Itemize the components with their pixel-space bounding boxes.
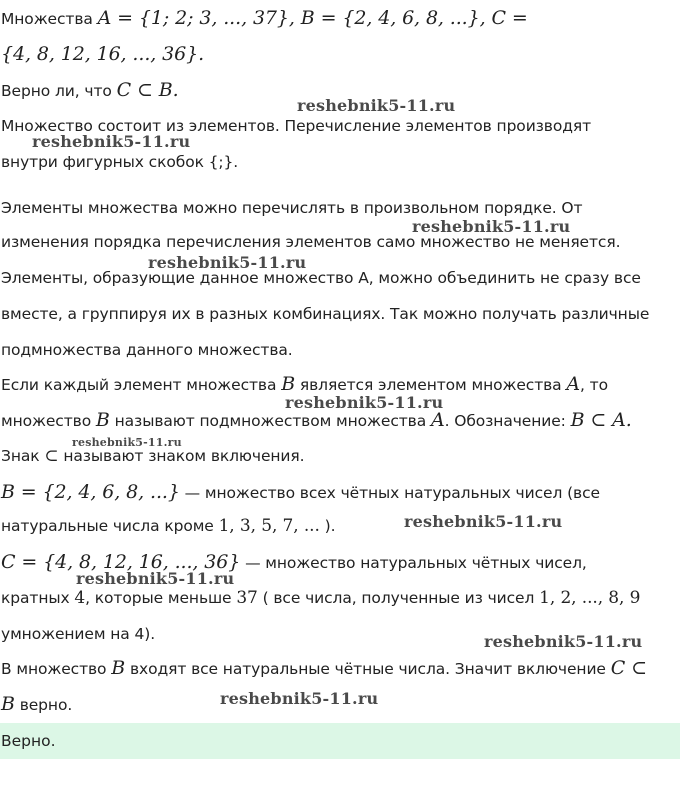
text: В множество [1, 660, 112, 678]
solution-p4-line1 [1, 374, 608, 395]
answer-box [0, 723, 680, 759]
math-b: B [281, 373, 296, 395]
text: называют знаком включения. [58, 447, 305, 465]
problem-intro-text: Множества [1, 10, 98, 28]
watermark: reshebnik5-11.ru [72, 436, 182, 449]
odd-numbers: 1, 3, 5, 7, ... [218, 516, 320, 536]
solution-p2-line2: изменения порядка перечисления элементов само множество не меняется. [1, 233, 621, 251]
solution-p4-line3 [1, 446, 304, 466]
watermark: reshebnik5-11.ru [484, 632, 643, 651]
text: является элементом множества [295, 376, 567, 394]
text: входят все натуральные чётные числа. Значит включение [125, 660, 611, 678]
math-c-subset: C ⊂ [610, 657, 647, 679]
text: ). [319, 517, 336, 535]
watermark: reshebnik5-11.ru [32, 132, 191, 151]
text: — множество натуральных чётных чисел, [240, 554, 587, 572]
math-1-9: 1, 2, ..., 8, 9 [539, 588, 641, 608]
problem-set-c-formula: {4, 8, 12, 16, ..., 36}. [1, 43, 205, 65]
solution-p7-line1 [1, 658, 647, 679]
math-4: 4 [74, 588, 86, 608]
solution-p5-line1 [1, 482, 600, 503]
set-b-formula: B = {2, 4, 6, 8, ...} [1, 481, 180, 503]
math-b: B [95, 409, 110, 431]
problem-sets-formula: A = {1; 2; 3, ..., 37}, B = {2, 4, 6, 8, ...}, C = [97, 7, 528, 29]
watermark: reshebnik5-11.ru [220, 689, 379, 708]
math-a: A [566, 373, 581, 395]
text: называют подмножеством множества [109, 412, 431, 430]
watermark: reshebnik5-11.ru [412, 217, 571, 236]
question-formula: C ⊂ B. [116, 79, 179, 101]
question-text: Верно ли, что [1, 82, 117, 100]
watermark: reshebnik5-11.ru [285, 393, 444, 412]
solution-p5-line2 [1, 516, 335, 536]
math-b: B [1, 693, 15, 715]
text: Если каждый элемент множества [1, 376, 282, 394]
subset-symbol: ⊂ [44, 446, 59, 466]
watermark: reshebnik5-11.ru [148, 253, 307, 272]
math-b: B [111, 657, 126, 679]
solution-p6-line3: умножением на 4). [1, 625, 156, 643]
text: — множество всех чётных натуральных чисел (все [179, 484, 600, 502]
text: натуральные числа кроме [1, 517, 219, 535]
solution-p6-line2 [1, 588, 640, 608]
problem-question [1, 80, 179, 101]
text: Знак [1, 447, 45, 465]
text: множество [1, 412, 96, 430]
problem-line-2 [1, 44, 204, 65]
watermark: reshebnik5-11.ru [297, 96, 456, 115]
watermark: reshebnik5-11.ru [76, 569, 235, 588]
solution-p1-line1: Множество состоит из элементов. Перечисление элементов производят [1, 117, 591, 135]
text: ( все числа, полученные из чисел [257, 589, 540, 607]
text: , то [580, 376, 608, 394]
watermark: reshebnik5-11.ru [404, 512, 563, 531]
text: кратных [1, 589, 75, 607]
solution-p3-line1: Элементы, образующие данное множество A, можно объединить не сразу все [1, 269, 641, 287]
math-a: A [430, 409, 445, 431]
problem-line-1 [1, 8, 528, 29]
math-37: 37 [236, 588, 258, 608]
solution-p3-line3: подмножества данного множества. [1, 341, 293, 359]
solution-p1-line2: внутри фигурных скобок {;}. [1, 153, 239, 171]
set-c-formula: C = {4, 8, 12, 16, ..., 36} [1, 551, 241, 573]
solution-p4-line2 [1, 410, 632, 431]
answer-text: Верно. [1, 732, 56, 750]
math-subset-notation: B ⊂ A. [570, 409, 632, 431]
text: , которые меньше [85, 589, 237, 607]
text: верно. [14, 696, 73, 714]
text: . Обозначение: [444, 412, 571, 430]
solution-p7-line2 [1, 694, 72, 715]
solution-p2-line1: Элементы множества можно перечислять в произвольном порядке. От [1, 199, 583, 217]
solution-p3-line2: вместе, а группируя их в разных комбинациях. Так можно получать различные [1, 305, 650, 323]
